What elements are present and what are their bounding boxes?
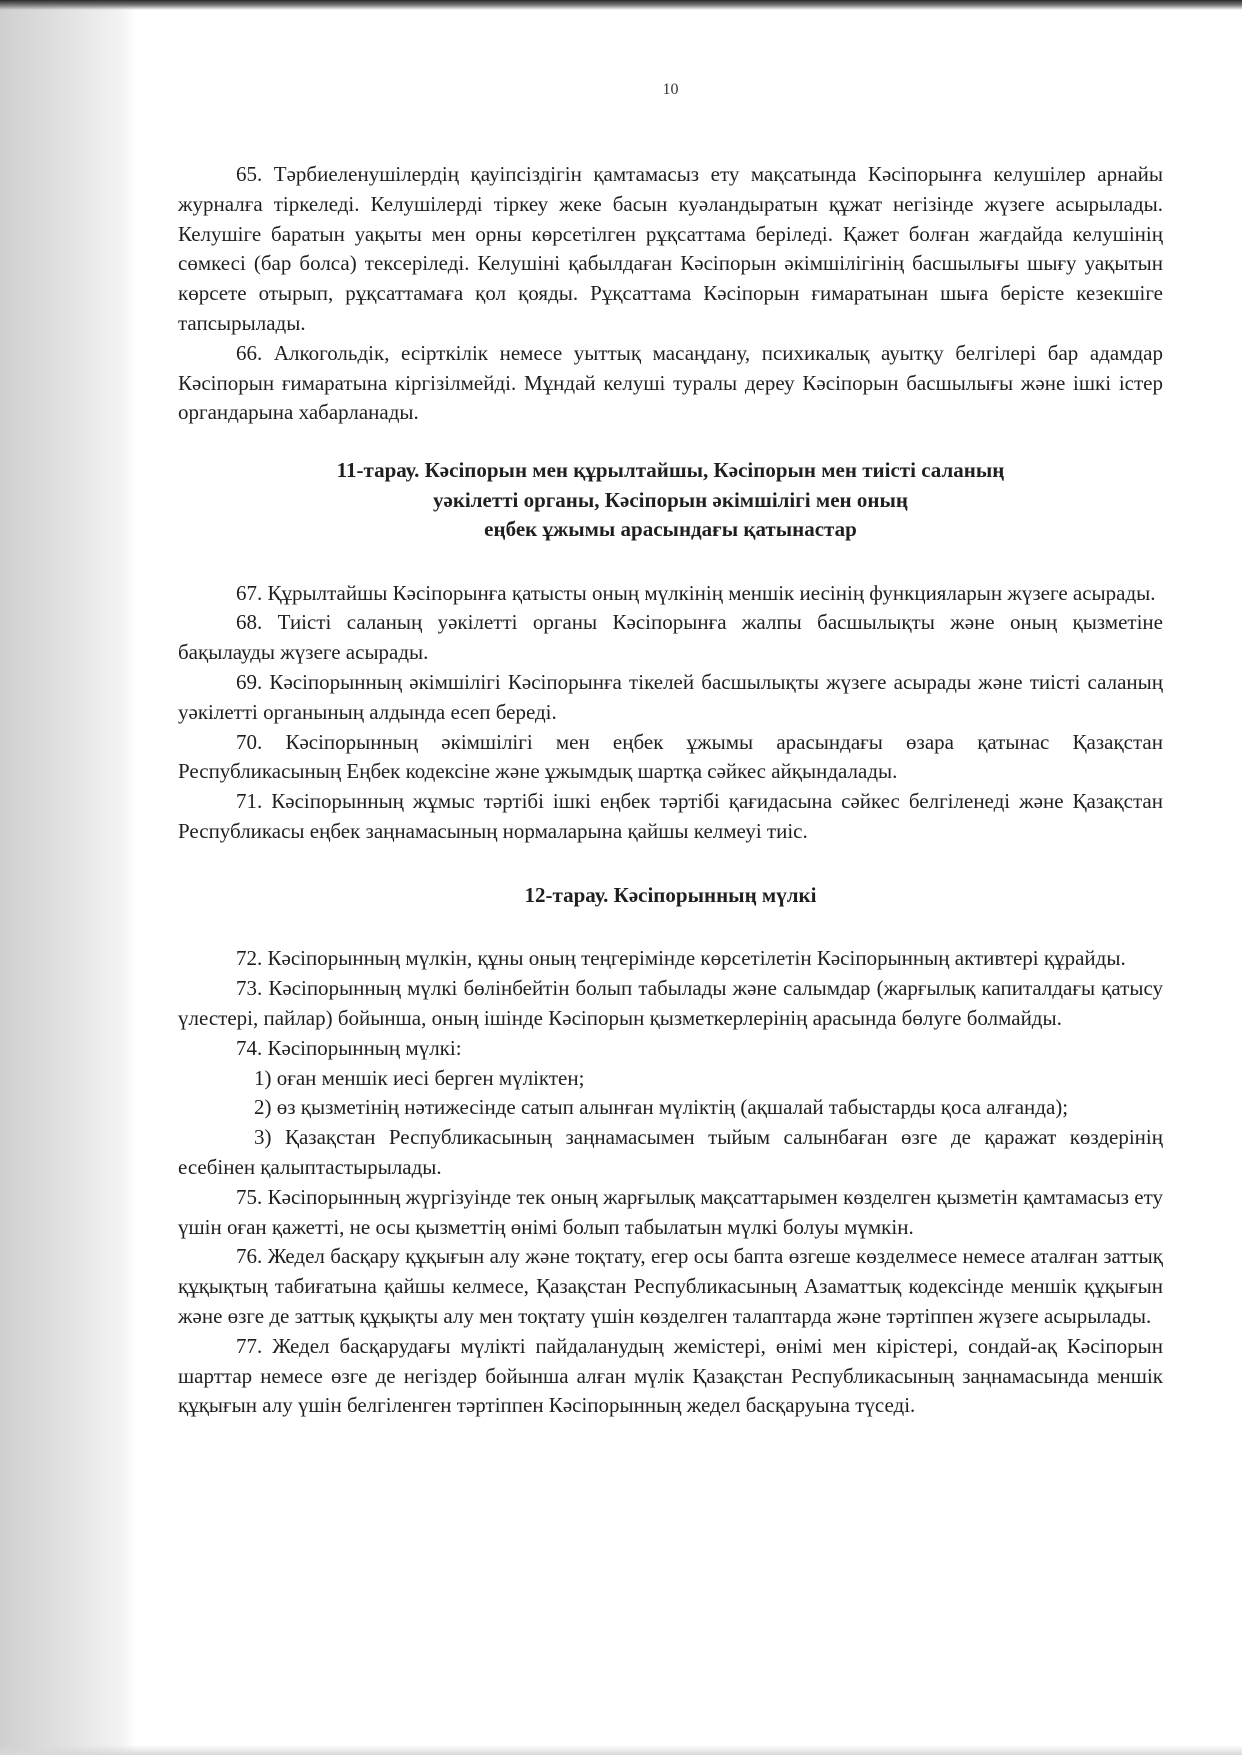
scan-shadow-top: [0, 0, 1242, 10]
section-11-heading-line-3: еңбек ұжымы арасындағы қатынастар: [484, 517, 857, 542]
paragraph-65: 65. Тәрбиеленушілердің қауіпсіздігін қамтамасыз ету мақсатында Кәсіпорынға келушілер арнайы журналға тіркеледі. Келушілерді тіркеу жеке басын куәландыратын құжат негізінде жүзеге асырылады. Келушіге баратын уақыты мен орны көрсетілген рұқсаттама беріледі. Қажет болған жағдайда келушінің сөмкесі (бар болса) тексеріледі. Келушіні қабылдаған Кәсіпорын әкімшілігінің басшылығы шығу уақытын көрсете отырып, рұқсаттамаға қол қояды. Рұқсаттама Кәсіпорын ғимаратынан шыға берісте кезекшіге тапсырылады.: [178, 162, 1163, 335]
paragraph-74: 74. Кәсіпорынның мүлкі:: [236, 1035, 462, 1060]
paragraph-68: 68. Тиісті саланың уәкілетті органы Кәсіпорынға жалпы басшылықты және оның қызметіне бақылауды жүзеге асырады.: [178, 610, 1163, 665]
paragraph-76: 76. Жедел басқару құқығын алу және тоқтату, егер осы бапта өзгеше көзделмесе немесе аталған заттық құқықтың табиғатына қайшы келмесе, Қазақстан Республикасының Азаматтық кодексінде меншік құқығын және өзге де заттық құқықты алу мен тоқтату үшін көзделген талаптарда және тәртіппен жүзеге асырылады.: [178, 1244, 1163, 1328]
page-number: 10: [662, 81, 679, 98]
section-12-heading: 12-тарау. Кәсіпорынның мүлкі: [524, 882, 817, 907]
paragraph-73: 73. Кәсіпорынның мүлкі бөлінбейтін болып табылады және салымдар (жарғылық капиталдағы қатысу үлестері, пайлар) бойынша, оның ішінде Кәсіпорын қызметкерлерінің арасында бөлуге болмайды.: [178, 976, 1163, 1030]
scan-shadow-bottom: [0, 1745, 1242, 1755]
section-11-heading-line-1: 11-тарау. Кәсіпорын мен құрылтайшы, Кәсіпорын мен тиісті саланың: [336, 458, 1005, 483]
section-11-heading-line-2: уәкілетті органы, Кәсіпорын әкімшілігі мен оның: [433, 487, 908, 512]
paragraph-69: 69. Кәсіпорынның әкімшілігі Кәсіпорынға тікелей басшылықты жүзеге асырады және тиісті саланың уәкілетті органының алдында есеп береді.: [178, 670, 1163, 724]
paragraph-72: 72. Кәсіпорынның мүлкін, құны оның теңгерімінде көрсетілетін Кәсіпорынның активтері құрайды.: [236, 946, 1126, 971]
paragraph-70: 70. Кәсіпорынның әкімшілігі мен еңбек ұжымы арасындағы өзара қатынас Қазақстан Республикасының Еңбек кодексіне және ұжымдық шартқа сәйкес айқындалады.: [178, 729, 1163, 784]
list-item-74-3: 3) Қазақстан Республикасының заңнамасымен тыйым салынбаған өзге де қаражат көздерінің есебінен қалыптастырылады.: [178, 1125, 1163, 1179]
scan-shadow-left: [0, 0, 135, 1755]
section-11-heading: [178, 456, 1163, 545]
paragraph-71: 71. Кәсіпорынның жұмыс тәртібі ішкі еңбек тәртібі қағидасына сәйкес белгіленеді және Қазақстан Республикасы еңбек заңнамасының нормаларына қайшы келмеуі тиіс.: [178, 789, 1163, 844]
document-page: [178, 66, 1163, 1421]
list-item-74-2: 2) өз қызметінің нәтижесінде сатып алынған мүліктің (ақшалай табыстарды қоса алғанда);: [254, 1095, 1069, 1120]
paragraph-77: 77. Жедел басқарудағы мүлікті пайдаланудың жемістері, өнімі мен кірістері, сондай-ақ Кәсіпорын шарттар немесе өзге де негіздер бойынша алған мүлік Қазақстан Республикасының заңнамасында меншік құқығын алу үшін белгіленген тәртіппен Кәсіпорынның жедел басқаруына түседі.: [178, 1333, 1163, 1418]
paragraph-75: 75. Кәсіпорынның жүргізуінде тек оның жарғылық мақсаттарымен көзделген қызметін қамтамасыз ету үшін оған қажетті, не осы қызметтің өнімі болып табылатын мүлкі болуы мүмкін.: [178, 1184, 1163, 1239]
paragraph-66: 66. Алкогольдік, есірткілік немесе уыттық масаңдану, психикалық ауытқу белгілері бар адамдар Кәсіпорын ғимаратына кіргізілмейді. Мұндай келуші туралы дереу Кәсіпорын басшылығы және ішкі істер органдарына хабарланады.: [178, 340, 1163, 425]
paragraph-67: 67. Құрылтайшы Кәсіпорынға қатысты оның мүлкінің меншік иесінің функцияларын жүзеге асырады.: [236, 580, 1156, 605]
list-item-74-1: 1) оған меншік иесі берген мүліктен;: [254, 1065, 585, 1090]
